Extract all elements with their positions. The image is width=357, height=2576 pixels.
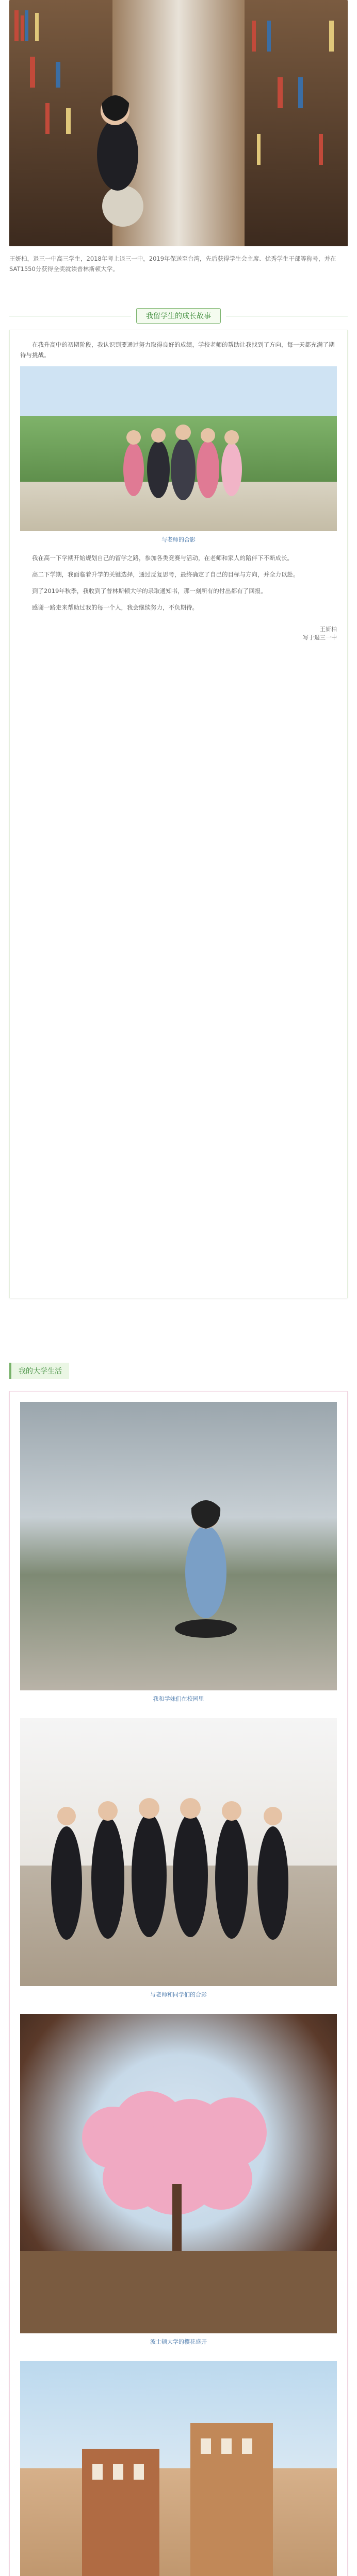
- story-banner-label: 我留学生的成长故事: [136, 308, 221, 324]
- gallery-item: [20, 1718, 337, 1998]
- gallery-caption: 我和学妹们在校园里: [153, 1696, 204, 1702]
- story-card: [9, 330, 348, 1298]
- campus-building-photo-icon: [20, 2361, 337, 2576]
- section2-banner: [9, 1363, 348, 1379]
- gallery-card: [9, 1391, 348, 2576]
- signature-name: 王妍柏: [320, 626, 337, 633]
- story-paragraph: 到了2019年秋季，我收到了普林斯顿大学的录取通知书，那一刻所有的付出都有了回报。: [32, 587, 267, 595]
- story-banner: [9, 308, 348, 324]
- group-photo: [20, 1718, 337, 1986]
- intro-section: [9, 253, 348, 274]
- campus-building-photo: [20, 2361, 337, 2576]
- gallery-item: [20, 1402, 337, 1703]
- intro-text: 王妍柏，退三一中高三学生，2018年考上退三一中，2019年保送至台湾，先后获得学生会主席、优秀学生干部等称号，并在SAT1550分获得全奖就读普林斯顿大学。: [9, 255, 336, 273]
- signature-role: 写于退三一中: [303, 634, 337, 641]
- group-photo-icon: [20, 1718, 337, 1986]
- signature: [20, 625, 337, 641]
- section2-label: 我的大学生活: [19, 1367, 62, 1376]
- gallery-item: [20, 2361, 337, 2576]
- story-paragraph: 感谢一路走来帮助过我的每一个人，我会继续努力，不负期待。: [32, 604, 198, 611]
- story-paragraph: 在我升高中的初期阶段，我认识到要通过努力取得良好的成绩，学校老师的帮助让我找到了方向，每一天都充满了期待与挑战。: [20, 341, 335, 359]
- gallery-caption: 波士顿大学的樱花盛开: [150, 2338, 207, 2345]
- portrait-photo-icon: [20, 1402, 337, 1690]
- cherry-blossom-photo-icon: [20, 2014, 337, 2333]
- group-photo-icon: [20, 366, 337, 531]
- header-library-photo: [9, 0, 348, 246]
- gallery-item: [20, 2014, 337, 2346]
- teacher-photo: [20, 366, 337, 531]
- gallery-caption: 与老师和同学们的合影: [150, 1991, 207, 1998]
- teacher-photo-caption: 与老师的合影: [161, 536, 196, 543]
- story-paragraph: 我在高一下学期开始规划自己的留学之路，参加各类竞赛与活动，在老师和家人的陪伴下不断成长。: [32, 554, 293, 562]
- portrait-photo: [20, 1402, 337, 1690]
- story-paragraph: 高二下学期，我面临着升学的关键选择，通过反复思考，最终确定了自己的目标与方向，并全力以赴。: [32, 571, 299, 578]
- cherry-blossom-photo: [20, 2014, 337, 2333]
- library-photo-icon: [9, 0, 348, 246]
